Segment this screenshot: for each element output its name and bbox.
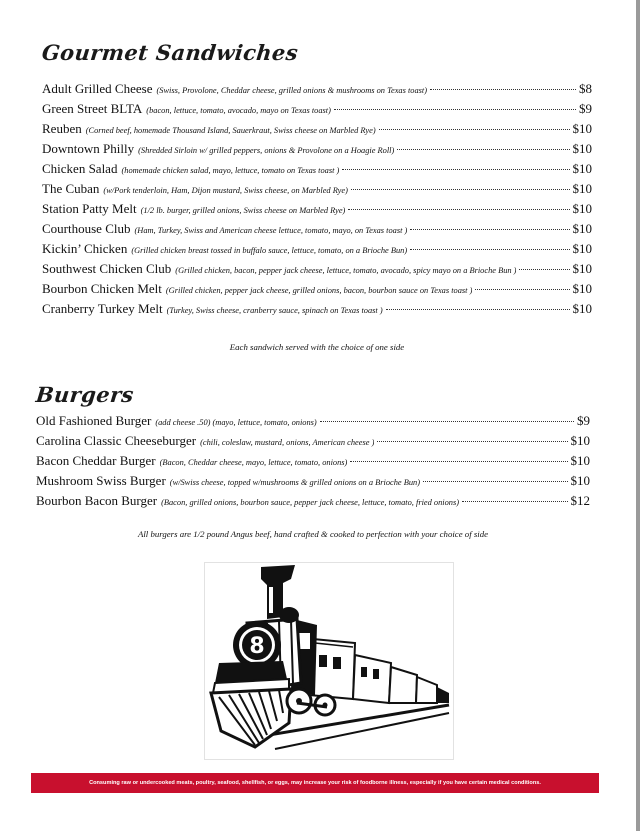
sandwiches-item-price: $10 bbox=[572, 301, 592, 316]
dot-leader bbox=[397, 148, 569, 150]
sandwiches-menu-item bbox=[42, 279, 592, 299]
burgers-item-name: Bacon Cheddar Burger bbox=[36, 453, 156, 468]
sandwich-list bbox=[42, 79, 592, 319]
burgers-menu-item bbox=[36, 491, 590, 511]
dot-leader bbox=[379, 128, 570, 130]
sandwiches-item-description: (bacon, lettuce, tomato, avocado, mayo on Texas toast) bbox=[146, 106, 331, 115]
burgers-item-description: (add cheese .50) (mayo, lettuce, tomato, onions) bbox=[155, 418, 317, 427]
dot-leader bbox=[519, 268, 569, 270]
sandwiches-item-name: Kickin’ Chicken bbox=[42, 241, 128, 256]
sandwiches-item-name: Green Street BLTA bbox=[42, 101, 143, 116]
sandwiches-item-price: $10 bbox=[572, 161, 592, 176]
sandwiches-menu-item bbox=[42, 159, 592, 179]
sandwiches-item-name: Reuben bbox=[42, 121, 82, 136]
dot-leader bbox=[410, 228, 569, 230]
sandwiches-item-name: The Cuban bbox=[42, 181, 100, 196]
dot-leader bbox=[320, 420, 574, 422]
sandwiches-item-name: Downtown Philly bbox=[42, 141, 135, 156]
sandwiches-item-price: $10 bbox=[572, 241, 592, 256]
sandwiches-item-price: $8 bbox=[579, 81, 592, 96]
sandwiches-item-description: (Corned beef, homemade Thousand Island, Sauerkraut, Swiss cheese on Marbled Rye) bbox=[85, 126, 376, 135]
dot-leader bbox=[386, 308, 570, 310]
sandwiches-item-description: (w/Pork tenderloin, Ham, Dijon mustard, Swiss cheese, on Marbled Rye) bbox=[103, 186, 348, 195]
locomotive-icon bbox=[205, 563, 453, 759]
sandwiches-item-description: (Grilled chicken, bacon, pepper jack cheese, lettuce, tomato, avocado, spicy mayo on a Brioche Bun ) bbox=[175, 266, 517, 275]
burgers-item-description: (Bacon, Cheddar cheese, mayo, lettuce, tomato, onions) bbox=[159, 458, 348, 467]
sandwiches-menu-item bbox=[42, 299, 592, 319]
sandwiches-menu-item bbox=[42, 179, 592, 199]
burgers-item-description: (chili, coleslaw, mustard, onions, American cheese ) bbox=[200, 438, 375, 447]
burgers-note: All burgers are 1/2 pound Angus beef, hand crafted & cooked to perfection with your choice of side bbox=[137, 529, 489, 539]
sandwiches-item-price: $10 bbox=[572, 281, 592, 296]
sandwiches-item-description: (Grilled chicken breast tossed in buffalo sauce, lettuce, tomato, on a Brioche Bun) bbox=[131, 246, 408, 255]
burgers-item-price: $9 bbox=[577, 413, 590, 428]
burgers-item-price: $10 bbox=[570, 433, 590, 448]
dot-leader bbox=[351, 188, 570, 190]
sandwiches-item-name: Adult Grilled Cheese bbox=[42, 81, 153, 96]
sandwiches-item-description: (Ham, Turkey, Swiss and American cheese lettuce, tomato, mayo, on Texas toast ) bbox=[134, 226, 408, 235]
burgers-item-name: Bourbon Bacon Burger bbox=[36, 493, 158, 508]
sandwiches-item-description: (homemade chicken salad, mayo, lettuce, tomato on Texas toast ) bbox=[121, 166, 340, 175]
locomotive-number-badge: 8 bbox=[249, 634, 265, 659]
sandwiches-item-name: Courthouse Club bbox=[42, 221, 131, 236]
sandwiches-item-description: (Swiss, Provolone, Cheddar cheese, grilled onions & mushrooms on Texas toast) bbox=[156, 86, 428, 95]
dot-leader bbox=[430, 88, 576, 90]
sandwiches-menu-item bbox=[42, 99, 592, 119]
sandwiches-menu-item bbox=[42, 259, 592, 279]
sandwiches-item-price: $10 bbox=[572, 201, 592, 216]
sandwiches-item-description: (Shredded Sirloin w/ grilled peppers, onions & Provolone on a Hoagie Roll) bbox=[138, 146, 395, 155]
burgers-menu-item bbox=[36, 471, 590, 491]
sandwiches-item-description: (1/2 lb. burger, grilled onions, Swiss cheese on Marbled Rye) bbox=[140, 206, 346, 215]
burgers-item-price: $10 bbox=[570, 473, 590, 488]
burgers-item-description: (w/Swiss cheese, topped w/mushrooms & grilled onions on a Brioche Bun) bbox=[169, 478, 421, 487]
sandwiches-menu-item bbox=[42, 219, 592, 239]
burgers-title: Burgers bbox=[34, 382, 136, 407]
burgers-item-description: (Bacon, grilled onions, bourbon sauce, pepper jack cheese, lettuce, tomato, fried onions) bbox=[161, 498, 460, 507]
sandwiches-item-name: Cranberry Turkey Melt bbox=[42, 301, 163, 316]
sandwiches-item-price: $10 bbox=[572, 221, 592, 236]
dot-leader bbox=[410, 248, 569, 250]
sandwiches-item-name: Chicken Salad bbox=[42, 161, 118, 176]
burgers-item-name: Old Fashioned Burger bbox=[36, 413, 152, 428]
sandwiches-item-description: (Turkey, Swiss cheese, cranberry sauce, spinach on Texas toast ) bbox=[166, 306, 383, 315]
burgers-menu-item bbox=[36, 451, 590, 471]
sandwiches-item-price: $10 bbox=[572, 181, 592, 196]
dot-leader bbox=[334, 108, 576, 110]
page-edge bbox=[636, 0, 640, 831]
locomotive-illustration bbox=[204, 562, 454, 760]
sandwiches-item-name: Station Patty Melt bbox=[42, 201, 137, 216]
sandwiches-menu-item bbox=[42, 199, 592, 219]
sandwiches-title: Gourmet Sandwiches bbox=[40, 40, 300, 65]
burgers-menu-item bbox=[36, 431, 590, 451]
dot-leader bbox=[348, 208, 569, 210]
sandwiches-item-price: $10 bbox=[572, 141, 592, 156]
sandwiches-item-description: (Grilled chicken, pepper jack cheese, grilled onions, bacon, bourbon sauce on Texas toast ) bbox=[165, 286, 473, 295]
sandwiches-item-name: Bourbon Chicken Melt bbox=[42, 281, 162, 296]
sandwiches-note: Each sandwich served with the choice of one side bbox=[229, 342, 405, 352]
foodborne-illness-warning: Consuming raw or undercooked meats, poultry, seafood, shellfish, or eggs, may increase your risk of foodborne illness, especially if you have certain medical conditions. bbox=[31, 773, 599, 793]
sandwiches-item-price: $10 bbox=[572, 121, 592, 136]
dot-leader bbox=[462, 500, 567, 502]
sandwiches-menu-item bbox=[42, 119, 592, 139]
dot-leader bbox=[350, 460, 567, 462]
sandwiches-item-price: $9 bbox=[579, 101, 592, 116]
burgers-menu-item bbox=[36, 411, 590, 431]
burgers-item-price: $10 bbox=[570, 453, 590, 468]
sandwiches-menu-item bbox=[42, 79, 592, 99]
burgers-item-name: Mushroom Swiss Burger bbox=[36, 473, 166, 488]
dot-leader bbox=[475, 288, 569, 290]
dot-leader bbox=[377, 440, 567, 442]
sandwiches-menu-item bbox=[42, 239, 592, 259]
burgers-item-price: $12 bbox=[570, 493, 590, 508]
sandwiches-item-name: Southwest Chicken Club bbox=[42, 261, 172, 276]
dot-leader bbox=[423, 480, 567, 482]
sandwiches-item-price: $10 bbox=[572, 261, 592, 276]
burgers-item-name: Carolina Classic Cheeseburger bbox=[36, 433, 197, 448]
sandwiches-menu-item bbox=[42, 139, 592, 159]
dot-leader bbox=[342, 168, 569, 170]
burger-list bbox=[36, 411, 590, 511]
